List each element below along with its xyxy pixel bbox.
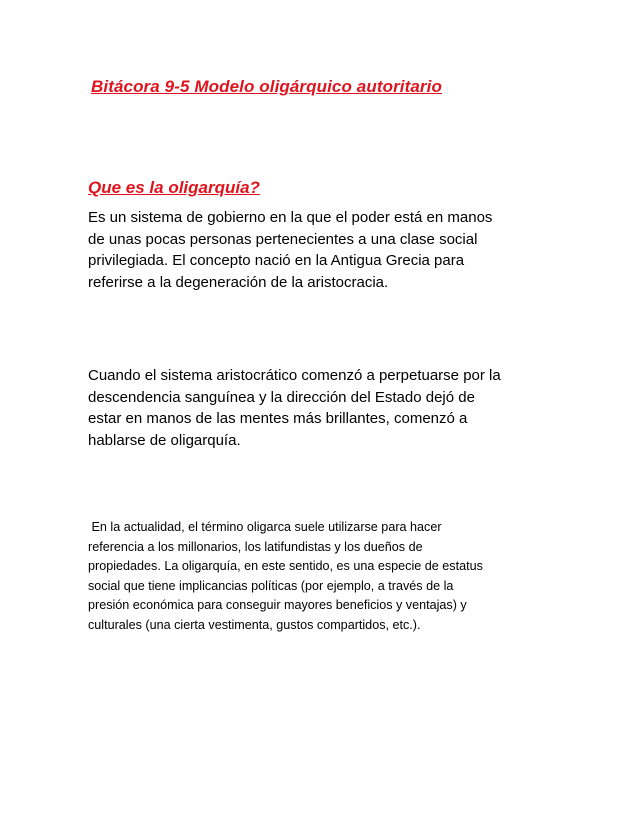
- paragraph-line: descendencia sanguínea y la dirección del Estado dejó de: [88, 388, 475, 406]
- paragraph-line: Cuando el sistema aristocrático comenzó a perpetuarse por la: [88, 367, 501, 384]
- section-heading: Que es la oligarquía?: [88, 178, 260, 197]
- paragraph-line: Es un sistema de gobierno en la que el poder está en manos: [88, 209, 493, 226]
- paragraph-origin: [88, 365, 558, 451]
- paragraph-line: referencia a los millonarios, los latifundistas y los dueños de: [88, 539, 423, 554]
- document-title: Bitácora 9-5 Modelo oligárquico autoritario: [91, 77, 442, 96]
- paragraph-line: privilegiada. El concepto nació en la Antigua Grecia para: [88, 252, 465, 269]
- paragraph-line: social que tiene implicancias políticas (por ejemplo, a través de la: [88, 578, 454, 593]
- paragraph-current-usage: [88, 518, 558, 635]
- paragraph-line: presión económica para conseguir mayores beneficios y ventajas) y: [88, 598, 467, 612]
- paragraph-line: culturales (una cierta vestimenta, gustos compartidos, etc.).: [88, 617, 421, 632]
- paragraph-line: propiedades. La oligarquía, en este sentido, es una especie de estatus: [88, 559, 483, 573]
- paragraph-line: referirse a la degeneración de la aristocracia.: [88, 273, 389, 291]
- paragraph-line: hablarse de oligarquía.: [88, 431, 241, 449]
- paragraph-line: En la actualidad, el término oligarca suele utilizarse para hacer: [88, 520, 442, 534]
- paragraph-line: de unas pocas personas pertenecientes a una clase social: [88, 230, 478, 248]
- paragraph-line: estar en manos de las mentes más brillantes, comenzó a: [88, 410, 468, 427]
- paragraph-definition: [88, 207, 558, 293]
